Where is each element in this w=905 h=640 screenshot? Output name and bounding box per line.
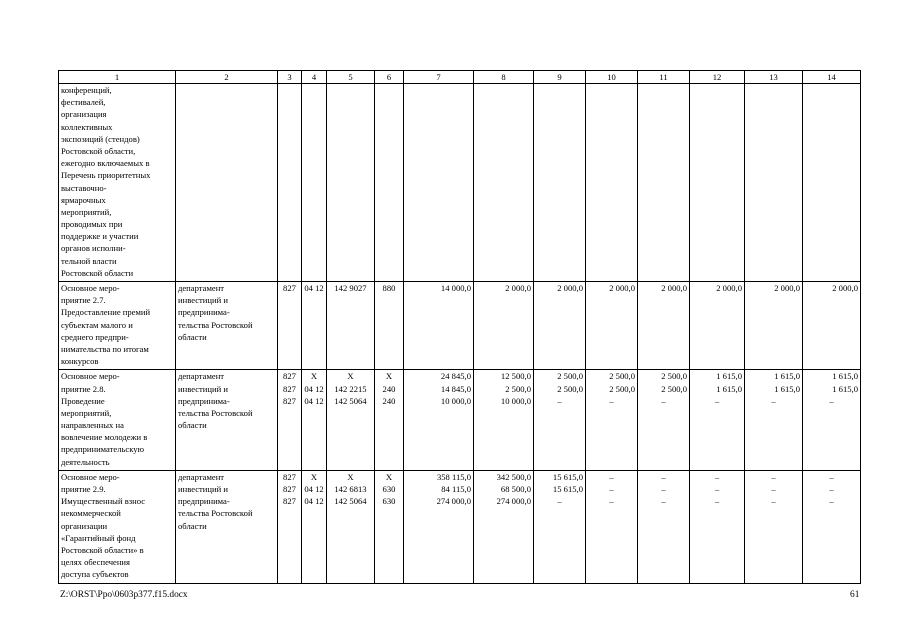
value-cell [586,84,638,282]
cell-value: 1 615,0 [716,383,742,394]
cell-value: 2 000,0 [832,283,858,293]
header-cell: 13 [745,71,803,84]
cell-value: 1 615,0 [774,371,800,382]
cell-value: 2 000,0 [505,283,531,293]
value-cell [404,470,474,583]
text-line: инвестиций и [178,484,228,494]
cell-value: 2 000,0 [716,283,742,293]
text-line: Основное меро- [61,471,120,482]
text-line: области [178,331,207,342]
value-cell [404,282,474,370]
text-line: тельства Ростовской [178,407,253,418]
text-line: субъектам малого и [61,319,133,330]
table-row [59,470,861,583]
cell-value: 2 000,0 [661,283,687,293]
cell-value: 274 000,0 [436,496,471,507]
value-cell [375,84,404,282]
value-cell [745,282,803,370]
text-line: выставочно- [61,182,107,193]
value-cell [690,282,745,370]
cell-value: Х [347,471,354,482]
cell-value: 10 000,0 [500,395,531,406]
cell-value: 24 845,0 [440,371,471,382]
file-path: Z:\ORST\Ppo\0603p377.f15.docx [60,590,188,600]
cell-value: – [829,484,834,494]
cell-value: 04 12 [304,395,324,406]
text-line: Ростовской области» в [61,544,144,555]
activity-name-cell [59,370,176,471]
value-cell [586,370,638,471]
cell-value: 68 500,0 [500,484,531,494]
text-line: области [178,420,207,431]
responsible-cell [176,84,278,282]
value-cell [278,84,302,282]
text-line: Основное меро- [61,283,120,293]
cell-value: – [714,395,720,406]
cell-value: 827 [283,395,296,406]
cell-value: 342 500,0 [496,471,531,482]
value-cell [803,370,861,471]
cell-value: – [661,484,666,494]
text-line: нимательства по итогам [61,343,149,354]
cell-value: 2 000,0 [557,283,583,293]
text-line: вовлечение молодежи в [61,432,148,443]
cell-value: 2 500,0 [505,383,531,394]
cell-value: – [829,395,834,406]
cell-value: 2 500,0 [661,383,687,394]
value-cell [745,370,803,471]
activity-name-cell [59,84,176,282]
header-cell: 3 [278,71,302,84]
text-line: Перечень приоритетных [61,170,151,181]
value-cell [638,370,690,471]
header-cell: 5 [327,71,375,84]
cell-value: 1 615,0 [716,371,742,382]
text-line: Предоставление премий [61,307,151,318]
value-cell [327,470,375,583]
value-cell [375,282,404,370]
cell-value: – [661,395,666,406]
value-cell [302,470,327,583]
cell-value: 10 000,0 [440,395,471,406]
text-line: предпринима- [178,307,230,318]
cell-value: 14 000,0 [440,283,471,293]
cell-value: Х [385,371,393,382]
cell-value: 274 000,0 [496,496,531,507]
text-line: Ростовской области, [61,145,136,156]
cell-value: – [829,496,834,507]
cell-value: 04 12 [304,283,324,293]
budget-table [58,70,861,584]
cell-value: 240 [382,395,396,406]
text-line: Проведение [61,395,105,406]
value-cell [690,84,745,282]
cell-value: – [771,471,776,482]
text-line: некоммерческой [61,508,121,519]
cell-value: – [771,484,776,494]
value-cell [474,370,534,471]
cell-value: 142 5064 [334,496,367,507]
cell-value: 15 615,0 [552,471,583,482]
text-line: тельства Ростовской [178,508,253,519]
value-cell [586,470,638,583]
value-cell [803,470,861,583]
value-cell [302,84,327,282]
value-cell [534,84,586,282]
value-cell [375,470,404,583]
header-cell: 6 [375,71,404,84]
cell-value: 2 000,0 [774,283,800,293]
cell-value: – [771,496,776,507]
cell-value: 630 [382,484,396,494]
header-cell: 4 [302,71,327,84]
value-cell [404,84,474,282]
cell-value: – [714,484,720,494]
value-cell [327,370,375,471]
responsible-cell [176,282,278,370]
header-cell: 7 [404,71,474,84]
text-line: инвестиций и [178,383,228,394]
value-cell [690,470,745,583]
cell-value: 142 9027 [334,283,367,293]
text-line: Ростовской области [61,267,134,278]
cell-value: 827 [283,496,296,507]
cell-value: 84 115,0 [441,484,471,494]
cell-value: 630 [382,496,396,507]
text-line: ярмарочных [61,194,106,205]
cell-value: – [609,471,614,482]
responsible-cell [176,470,278,583]
text-line: конференций, [61,85,112,95]
value-cell [474,282,534,370]
header-cell: 2 [176,71,278,84]
text-line: мероприятий, [61,407,112,418]
cell-value: – [714,496,720,507]
value-cell [638,470,690,583]
page-number: 61 [850,590,860,600]
text-line: департамент [178,283,225,293]
cell-value: 880 [382,283,396,293]
header-cell: 14 [803,71,861,84]
text-line: приятие 2.9. [61,484,106,494]
text-line: деятельность [61,456,110,467]
value-cell [278,282,302,370]
text-line: целях обеспечения [61,557,130,568]
text-line: «Гарантийный фонд [61,532,136,543]
cell-value: 1 615,0 [832,371,858,382]
value-cell [534,470,586,583]
text-line: среднего предпри- [61,331,129,342]
header-cell: 12 [690,71,745,84]
text-line: коллективных [61,121,113,132]
cell-value: – [557,496,562,507]
value-cell [586,282,638,370]
cell-value: 2 000,0 [609,283,635,293]
cell-value: 2 500,0 [661,371,687,382]
text-line: тельства Ростовской [178,319,253,330]
text-line: конкурсов [61,356,99,367]
cell-value: 142 5064 [334,395,367,406]
header-cell: 1 [59,71,176,84]
text-line: департамент [178,371,225,382]
cell-value: – [661,496,666,507]
text-line: направленных на [61,420,124,431]
cell-value: – [829,471,834,482]
cell-value: 358 115,0 [436,471,471,482]
header-row [59,71,861,84]
text-line: проводимых при [61,219,123,230]
cell-value: 2 500,0 [609,383,635,394]
value-cell [327,84,375,282]
text-line: экспозиций (стендов) [61,133,140,144]
value-cell [474,84,534,282]
text-line: предпринима- [178,496,230,507]
cell-value: Х [310,471,318,482]
cell-value: – [609,484,614,494]
value-cell [534,282,586,370]
cell-value: 1 615,0 [774,383,800,394]
header-cell: 10 [586,71,638,84]
cell-value: 827 [283,371,296,382]
cell-value: – [609,395,614,406]
value-cell [375,370,404,471]
value-cell [803,282,861,370]
cell-value: 2 500,0 [557,383,583,394]
cell-value: 04 12 [304,484,324,494]
cell-value: 142 2215 [334,383,367,394]
value-cell [638,84,690,282]
table-row [59,84,861,282]
value-cell [278,370,302,471]
cell-value: 1 615,0 [832,383,858,394]
cell-value: Х [310,371,318,382]
cell-value: 142 6813 [334,484,367,494]
cell-value: 14 845,0 [440,383,471,394]
text-line: фестивалей, [61,97,106,108]
table-row [59,282,861,370]
value-cell [474,470,534,583]
table-row [59,370,861,471]
text-line: мероприятий, [61,206,112,217]
cell-value: Х [347,371,354,382]
value-cell [534,370,586,471]
text-line: поддержке и участии [61,231,139,242]
text-line: организации [61,520,108,531]
cell-value: 827 [283,484,296,494]
text-line: приятие 2.8. [61,383,106,394]
text-line: доступа субъектов [61,569,129,580]
responsible-cell [176,370,278,471]
value-cell [302,370,327,471]
value-cell [803,84,861,282]
value-cell [327,282,375,370]
activity-name-cell [59,470,176,583]
value-cell [638,282,690,370]
text-line: департамент [178,471,225,482]
cell-value: 15 615,0 [552,484,583,494]
text-line: приятие 2.7. [61,295,106,306]
cell-value: 827 [283,383,296,394]
text-line: инвестиций и [178,295,228,306]
cell-value: 04 12 [304,383,324,394]
text-line: органов исполни- [61,243,126,254]
cell-value: – [714,471,720,482]
cell-value: 12 500,0 [500,371,531,382]
text-line: Основное меро- [61,371,120,382]
activity-name-cell [59,282,176,370]
value-cell [745,470,803,583]
text-line: области [178,520,207,531]
header-cell: 9 [534,71,586,84]
cell-value: 04 12 [304,496,324,507]
text-line: тельной власти [61,255,117,266]
cell-value: 827 [283,283,296,293]
cell-value: 240 [382,383,396,394]
cell-value: – [661,471,666,482]
cell-value: – [609,496,614,507]
text-line: предпринимательскую [61,444,144,455]
value-cell [404,370,474,471]
cell-value: – [557,395,562,406]
value-cell [302,282,327,370]
cell-value: 2 500,0 [557,371,583,382]
text-line: организация [61,109,107,120]
text-line: ежегодно включаемых в [61,158,150,169]
value-cell [278,470,302,583]
header-cell: 8 [474,71,534,84]
header-cell: 11 [638,71,690,84]
cell-value: Х [385,471,393,482]
cell-value: – [771,395,776,406]
value-cell [745,84,803,282]
text-line: Имущественный взнос [61,496,146,507]
text-line: предпринима- [178,395,230,406]
cell-value: 2 500,0 [609,371,635,382]
cell-value: 827 [283,471,296,482]
value-cell [690,370,745,471]
